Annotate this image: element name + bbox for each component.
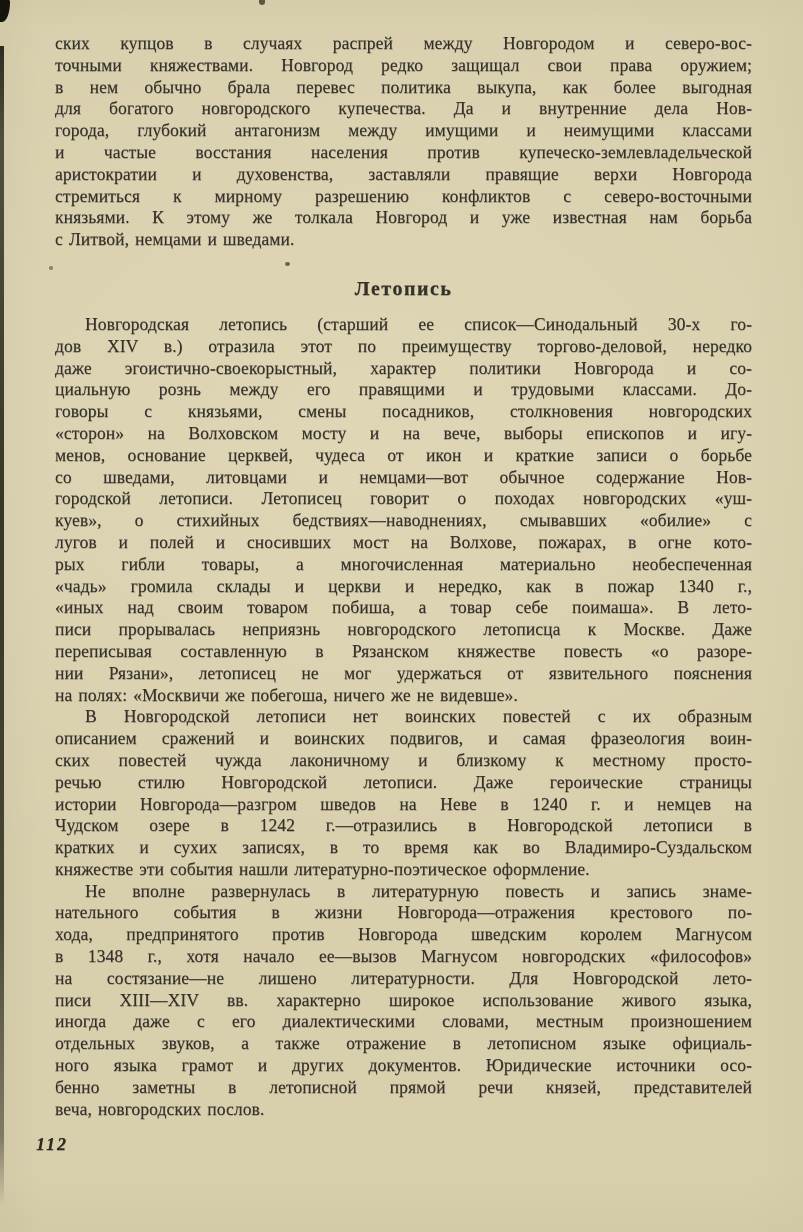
text-line: точными княжествами. Новгород редко защищал свои права оружием; <box>55 54 752 75</box>
text-line: писи XIII—XIV вв. характерно широкое использование живого языка, <box>55 989 752 1010</box>
text-line: переписывая составленную в Рязанском княжестве повесть «о разоре- <box>55 640 752 661</box>
paragraph <box>55 33 752 251</box>
text-line: хода, предпринятого против Новгорода шведским королем Магнусом <box>55 924 752 945</box>
text-line: описанием сражений и воинских подвигов, и самая фразеология воин- <box>55 728 752 749</box>
text-line: «сторон» на Волховском мосту и на вече, выборы епископов и игу- <box>55 422 752 443</box>
text-line: с Литвой, немцами и шведами. <box>55 229 295 250</box>
text-line: отдельных звуков, а также отражение в летописном языке официаль- <box>55 1033 752 1054</box>
text-line: в 1348 г., хотя начало ее—вызов Магнусом новгородских «философов» <box>55 946 752 967</box>
paragraph <box>55 881 752 1121</box>
scan-corner-mark <box>0 0 10 22</box>
text-line: на состязание—не лишено литературности. Для Новгородской лето- <box>55 967 752 988</box>
paragraph <box>55 314 752 706</box>
text-line: даже эгоистично-своекорыстный, характер политики Новгорода и со- <box>55 357 752 378</box>
text-line: Не вполне развернулась в литературную повесть и запись знаме- <box>85 880 752 901</box>
text-line: «иных над своим товаром побиша, а товар себе поимаша». В лето- <box>55 597 752 618</box>
text-line: ских повестей чужда лаконичному и близкому к местному просто- <box>55 749 752 770</box>
text-line: городской летописи. Летописец говорит о походах новгородских «уш- <box>55 488 752 509</box>
text-line: В Новгородской летописи нет воинских повестей с их образным <box>85 706 752 727</box>
text-line: менов, основание церквей, чудеса от икон и краткие записи о борьбе <box>55 444 752 465</box>
text-line: ного языка грамот и других документов. Юридические источники осо- <box>55 1055 752 1076</box>
text-line: иногда даже с его диалектическими словами, местным произношением <box>55 1011 752 1032</box>
text-line: кратких и сухих записях, в то время как во Владимиро-Суздальском <box>55 837 752 858</box>
text-line: ских купцов в случаях распрей между Новгородом и северо-вос- <box>55 33 752 53</box>
text-line: бенно заметны в летописной прямой речи князей, представителей <box>55 1076 752 1097</box>
text-line: и частые восстания населения против купеческо-землевладельческой <box>55 141 752 162</box>
page-number: 112 <box>36 1134 69 1154</box>
ink-speck <box>49 266 53 270</box>
text-line: Новгородская летопись (старший ее список—Синодальный 30-х го- <box>85 313 752 334</box>
text-line: для богатого новгородского купечества. Да и внутренние дела Нов- <box>55 98 752 119</box>
text-line: стремиться к мирному разрешению конфликтов с северо-восточными <box>55 185 752 206</box>
text-line: куев», о стихийных бедствиях—наводнениях, смывавших «обилие» с <box>55 510 752 531</box>
text-line: речью стилю Новгородской летописи. Даже героические страницы <box>55 771 752 792</box>
text-line: со шведами, литовцами и немцами—вот обычное содержание Нов- <box>55 466 752 487</box>
scan-edge-shadow <box>0 46 4 1206</box>
text-line: циальную рознь между его правящими и трудовыми классами. До- <box>55 379 752 400</box>
text-line: истории Новгорода—разгром шведов на Неве в 1240 г. и немцев на <box>55 793 752 814</box>
text-line: говоры с князьями, смены посадников, столкновения новгородских <box>55 401 752 422</box>
text-column <box>55 33 752 1120</box>
text-line: «чадь» громила склады и церкви и нередко, как в пожар 1340 г., <box>55 575 752 596</box>
text-line: веча, новгородских послов. <box>55 1098 265 1119</box>
text-line: княжестве эти события нашли литературно-поэтическое оформление. <box>55 858 590 879</box>
text-line: нии Рязани», летописец не мог удержаться от язвительного пояснения <box>55 662 752 683</box>
ink-speck <box>259 0 265 5</box>
text-line: рых гибли товары, а многочисленная материально необеспеченная <box>55 553 752 574</box>
text-line: города, глубокий антагонизм между имущими и неимущими классами <box>55 120 752 141</box>
text-line: нательного события в жизни Новгорода—отражения крестового по- <box>55 902 752 923</box>
section-heading: Летопись <box>354 277 453 300</box>
text-line: князьями. К этому же толкала Новгород и уже известная нам борьба <box>55 207 752 228</box>
text-line: Чудском озере в 1242 г.—отразились в Новгородской летописи в <box>55 815 752 836</box>
text-line: дов XIV в.) отразила этот по преимуществу торгово-деловой, нередко <box>55 335 752 356</box>
paragraph <box>55 706 752 880</box>
text-line: аристократии и духовенства, заставляли правящие верхи Новгорода <box>55 163 752 184</box>
text-line: на полях: «Москвичи же побегоша, ничего же не видевше». <box>55 684 518 705</box>
text-line: в нем обычно брала перевес политика выкупа, как более выгодная <box>55 76 752 97</box>
text-line: лугов и полей и сносивших мост на Волхове, пожарах, в огне кото- <box>55 531 752 552</box>
text-line: писи прорывалась неприязнь новгородского летописца к Москве. Даже <box>55 619 752 640</box>
